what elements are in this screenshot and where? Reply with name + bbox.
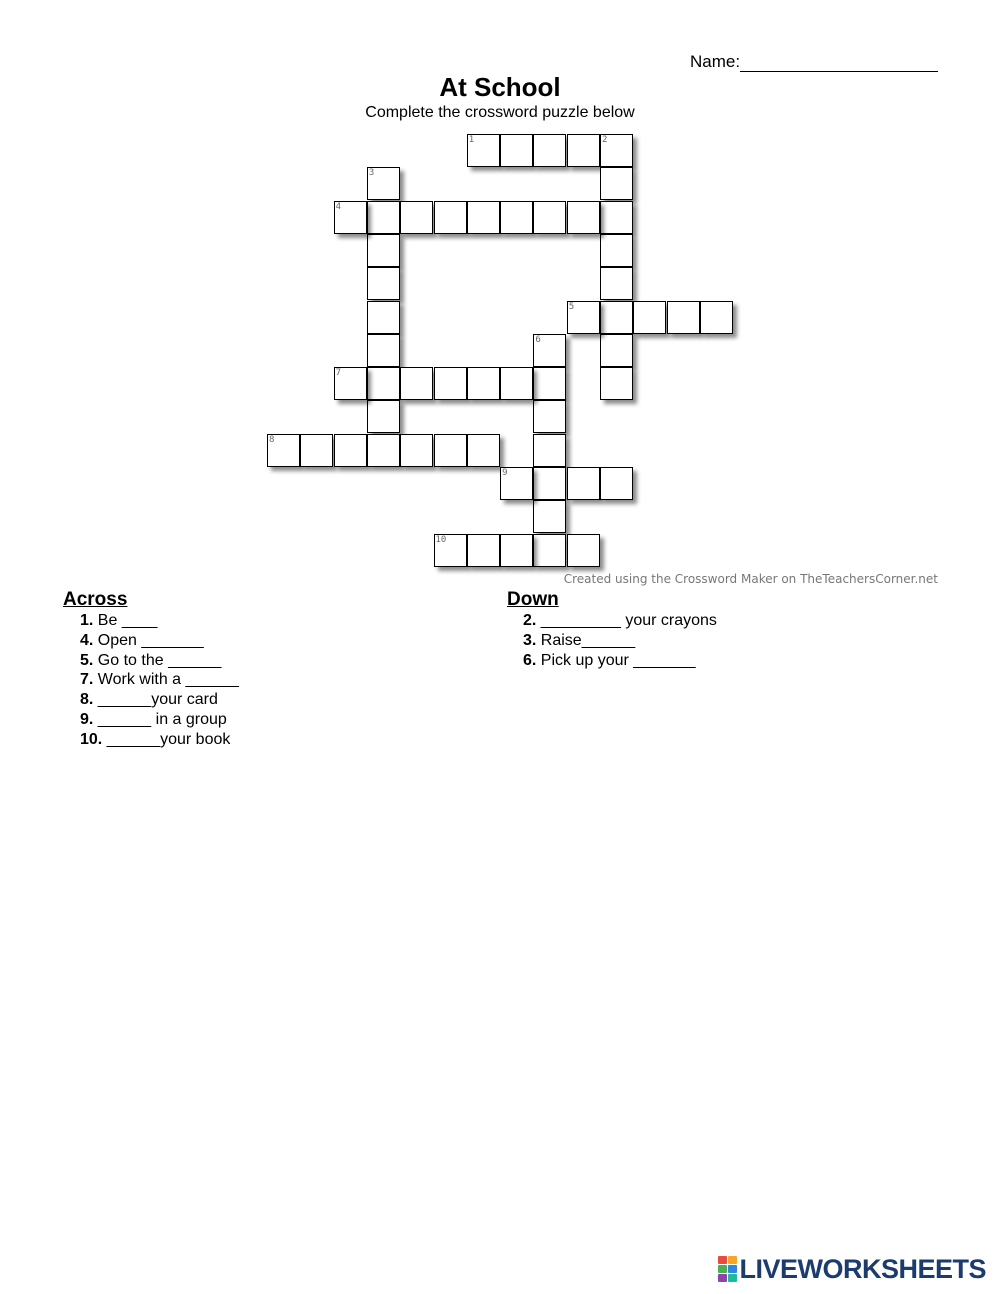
grid-cell[interactable] <box>500 134 533 167</box>
across-clue <box>80 710 239 730</box>
down-clue-list <box>523 611 717 670</box>
clue-text: Pick up your _______ <box>540 651 696 669</box>
clue-number-label: 4 <box>335 201 342 212</box>
clue-number: 4. <box>80 631 94 649</box>
across-clue <box>80 631 239 651</box>
down-clue <box>523 631 717 651</box>
across-clue <box>80 690 239 710</box>
grid-cell[interactable] <box>533 400 566 433</box>
grid-cell[interactable] <box>600 167 633 200</box>
clue-number-label: 10 <box>435 534 447 545</box>
crossword-grid <box>0 0 1000 600</box>
grid-cell[interactable] <box>567 201 600 234</box>
grid-cell[interactable] <box>600 367 633 400</box>
grid-cell[interactable] <box>533 467 566 500</box>
clue-number: 9. <box>80 710 94 728</box>
across-clue <box>80 670 239 690</box>
grid-cell[interactable] <box>300 434 333 467</box>
grid-cell[interactable] <box>533 201 566 234</box>
page-title: At School <box>439 72 561 102</box>
grid-cell[interactable] <box>533 134 566 167</box>
grid-cell[interactable] <box>600 334 633 367</box>
logo-square <box>728 1274 737 1282</box>
brand-text: LIVEWORKSHEETS <box>739 1253 986 1284</box>
clue-number: 7. <box>80 671 94 689</box>
grid-cell[interactable] <box>600 201 633 234</box>
grid-cell[interactable] <box>567 534 600 567</box>
grid-cell[interactable] <box>500 367 533 400</box>
grid-cell[interactable] <box>467 534 500 567</box>
grid-cell[interactable] <box>367 334 400 367</box>
grid-cell[interactable] <box>600 467 633 500</box>
grid-cell[interactable] <box>533 367 566 400</box>
grid-cell[interactable] <box>700 301 733 334</box>
clue-text: ______your book <box>106 730 231 748</box>
grid-cell[interactable] <box>367 434 400 467</box>
grid-cell[interactable] <box>567 467 600 500</box>
grid-cell[interactable] <box>600 301 633 334</box>
grid-cell[interactable] <box>633 301 666 334</box>
grid-cell[interactable] <box>567 134 600 167</box>
clue-number-label: 9 <box>502 468 508 478</box>
grid-cell[interactable] <box>367 234 400 267</box>
clue-text: Go to the ______ <box>97 651 222 669</box>
grid-cell[interactable] <box>400 434 433 467</box>
clue-text: ______your card <box>97 691 218 709</box>
across-clue <box>80 730 239 750</box>
across-clue <box>80 611 239 631</box>
grid-cell[interactable] <box>400 367 433 400</box>
clue-number-label: 6 <box>535 334 541 345</box>
clue-number: 2. <box>523 612 537 629</box>
logo-square <box>718 1256 727 1264</box>
clue-number: 5. <box>80 651 94 669</box>
clue-number-label: 7 <box>335 368 342 379</box>
clue-text: Raise______ <box>540 631 636 649</box>
clue-number: 6. <box>523 651 537 669</box>
clue-number: 8. <box>80 691 94 709</box>
grid-cell[interactable] <box>434 367 467 400</box>
clue-number: 10. <box>80 730 103 748</box>
grid-cell[interactable] <box>533 500 566 533</box>
clue-text: Open _______ <box>97 631 204 649</box>
clue-text: Be ____ <box>97 612 158 629</box>
grid-cell[interactable] <box>500 534 533 567</box>
page-subtitle: Complete the crossword puzzle below <box>365 104 635 121</box>
clue-number: 3. <box>523 631 537 649</box>
clue-number-label: 3 <box>368 168 375 179</box>
liveworksheets-logo <box>718 1254 986 1284</box>
grid-cell[interactable] <box>367 267 400 300</box>
grid-cell[interactable] <box>334 434 367 467</box>
grid-cell[interactable] <box>533 534 566 567</box>
brand-logo-icon <box>718 1256 737 1282</box>
grid-cell[interactable] <box>600 267 633 300</box>
clue-number-label: 8 <box>269 434 275 445</box>
grid-cell[interactable] <box>533 434 566 467</box>
clue-number-label: 5 <box>568 301 575 312</box>
clue-number: 1. <box>80 612 94 629</box>
grid-cell[interactable] <box>400 201 433 234</box>
grid-cell[interactable] <box>467 434 500 467</box>
grid-cell[interactable] <box>434 434 467 467</box>
clue-text: _________ your crayons <box>540 612 717 629</box>
grid-cell[interactable] <box>667 301 700 334</box>
name-label: Name: <box>690 52 741 71</box>
clue-text: ______ in a group <box>97 710 227 728</box>
logo-square <box>728 1265 737 1273</box>
across-heading: Across <box>63 589 128 610</box>
grid-cell[interactable] <box>500 201 533 234</box>
grid-cell[interactable] <box>434 201 467 234</box>
grid-cell[interactable] <box>367 400 400 433</box>
down-clue <box>523 651 717 671</box>
credit-text: Created using the Crossword Maker on TheTeachersCorner.net <box>563 572 938 586</box>
grid-cell[interactable] <box>467 201 500 234</box>
down-clue <box>523 611 717 631</box>
grid-cell[interactable] <box>367 201 400 234</box>
clue-text: Work with a ______ <box>97 671 239 689</box>
clue-number-label: 1 <box>468 135 475 145</box>
logo-square <box>728 1256 737 1264</box>
clue-number-label: 2 <box>602 135 608 145</box>
logo-square <box>718 1265 727 1273</box>
logo-square <box>718 1274 727 1282</box>
across-clue-list <box>80 611 239 750</box>
down-heading: Down <box>507 589 559 610</box>
grid-cell[interactable] <box>367 301 400 334</box>
grid-cell[interactable] <box>467 367 500 400</box>
across-clue <box>80 651 239 671</box>
grid-cell[interactable] <box>600 234 633 267</box>
grid-cell[interactable] <box>367 367 400 400</box>
